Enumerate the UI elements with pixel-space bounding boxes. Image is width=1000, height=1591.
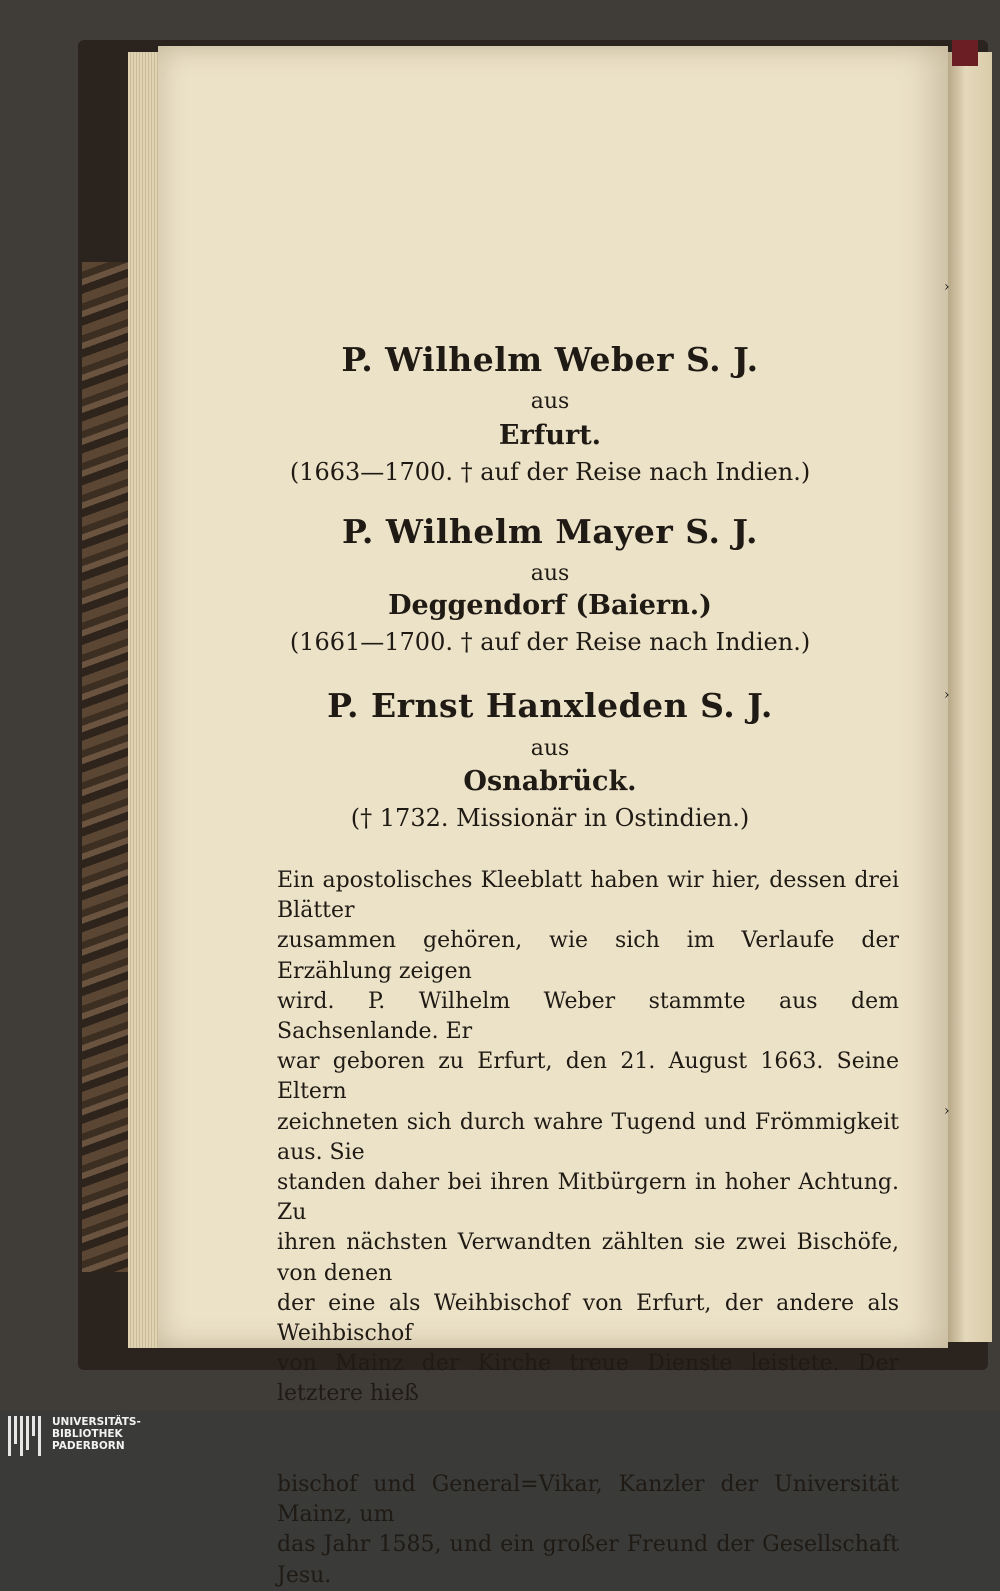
library-logo-text (52, 1416, 141, 1452)
logo-line: PADERBORN (52, 1440, 125, 1452)
body-line: von Mainz der Kirche treue Dienste leistete. Der letztere hieß (277, 1351, 899, 1407)
margin-arrow-icon: › (944, 279, 950, 295)
heading-aus-1: aus (530, 389, 570, 414)
body-line: ihren nächsten Verwandten zählten sie zwei Bischöfe, von denen (277, 1230, 899, 1286)
heading-name-3: P. Ernst Hanxleden S. J. (327, 686, 773, 725)
heading-place-3: Osnabrück. (463, 766, 637, 797)
library-logo-icon (6, 1416, 48, 1460)
heading-place-1: Erfurt. (498, 420, 602, 451)
body-line: Ein apostolisches Kleeblatt haben wir hier, dessen drei Blätter (277, 868, 899, 924)
heading-dates-3: († 1732. Missionär in Ostindien.) (350, 804, 750, 832)
body-paragraph (277, 866, 899, 1591)
body-line: der eine als Weihbischof von Erfurt, der andere als Weihbischof (277, 1290, 899, 1347)
body-line: war geboren zu Erfurt, den 21. August 1663. Seine Eltern (277, 1049, 899, 1105)
heading-place-2: Deggendorf (Baiern.) (388, 590, 712, 621)
heading-name-1: P. Wilhelm Weber S. J. (341, 340, 759, 379)
heading-aus-2: aus (530, 561, 570, 586)
margin-arrow-icon: › (944, 687, 950, 703)
heading-dates-2: (1661—1700. † auf der Reise nach Indien.) (289, 628, 811, 656)
body-line: zusammen gehören, wie sich im Verlaufe der Erzählung zeigen (277, 928, 899, 984)
heading-name-2: P. Wilhelm Mayer S. J. (342, 512, 758, 551)
body-line: zeichneten sich durch wahre Tugend und Frömmigkeit aus. Sie (277, 1109, 899, 1165)
logo-line: UNIVERSITÄTS- (52, 1416, 141, 1428)
logo-line: BIBLIOTHEK (52, 1428, 123, 1440)
heading-dates-1: (1663—1700. † auf der Reise nach Indien.) (289, 458, 811, 486)
body-line: standen daher bei ihren Mitbürgern in hoher Achtung. Zu (277, 1170, 899, 1226)
body-line: wird. P. Wilhelm Weber stammte aus dem Sachsenlande. Er (277, 988, 899, 1045)
footer-bar (0, 1410, 1000, 1466)
body-line: bischof und General=Vikar, Kanzler der Universität Mainz, um (277, 1472, 899, 1528)
heading-aus-3: aus (530, 736, 570, 761)
margin-arrow-icon: › (944, 1103, 950, 1119)
body-line: das Jahr 1585, und ein großer Freund der Gesellschaft Jesu. (277, 1532, 899, 1588)
